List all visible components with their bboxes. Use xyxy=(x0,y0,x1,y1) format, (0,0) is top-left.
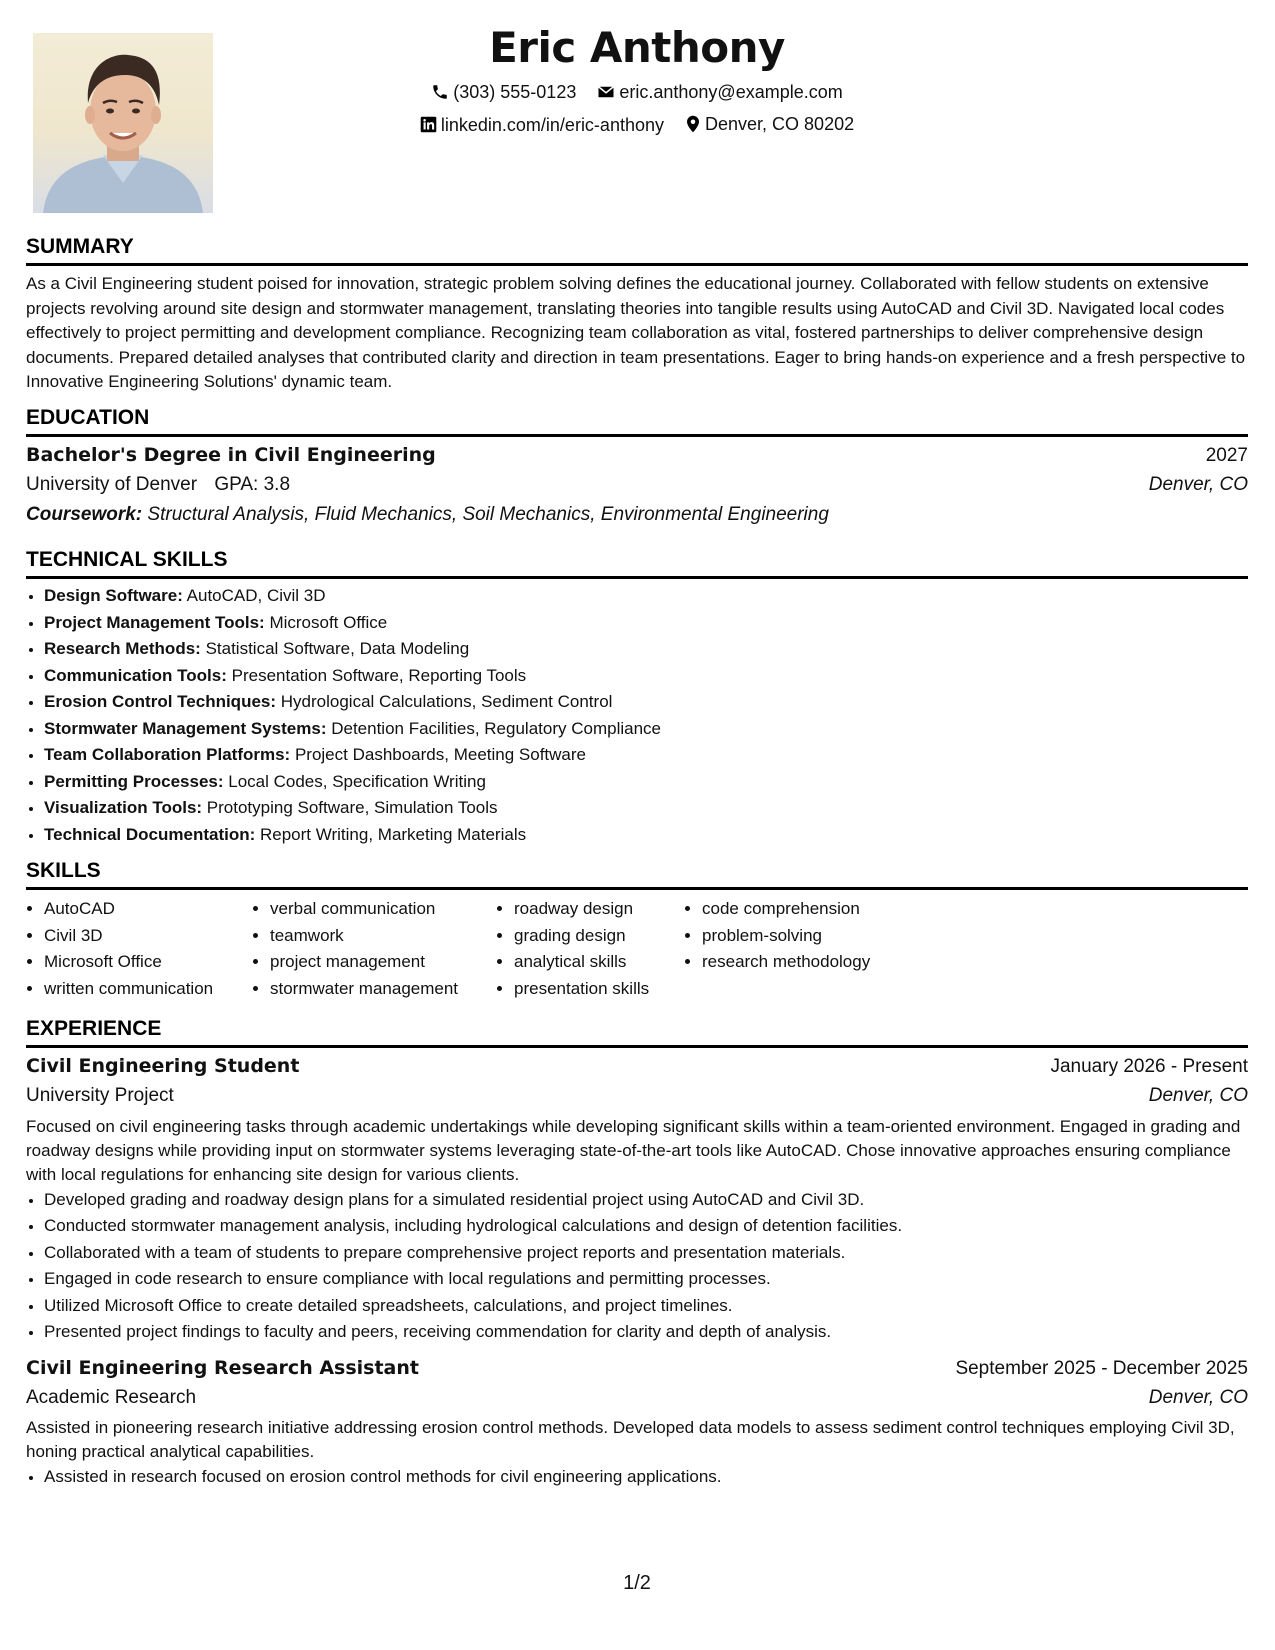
summary-text: As a Civil Engineering student poised for innovation, strategic problem solving defines the educational journey. Collaborated with fellow students on extensive projects revolving around site design and stormwater management, translating theories into tangible results using AutoCAD and Civil 3D. Navigated local codes effectively to project permitting and development compliance. Recognizing team collaboration as vital, fostered partnerships to deliver comprehensive design documents. Prepared detailed analyses that contributed clarity and direction in team presentations. Eager to bring hands-on experience and a fresh perspective to Innovative Engineering Solutions' dynamic team. xyxy=(26,274,1246,391)
experience-entry xyxy=(26,1054,1248,1346)
technical-skills-heading: TECHNICAL SKILLS xyxy=(26,547,1248,579)
skills-grid xyxy=(26,896,1248,1002)
skills-section xyxy=(26,858,1248,1002)
job-description: Assisted in pioneering research initiative addressing erosion control methods. Developed data models to assess sediment control techniques employing Civil 3D, honing practical analytical capabilities. xyxy=(26,1418,1235,1462)
contact-line-secondary xyxy=(26,111,1248,140)
list-item: • problem-solving xyxy=(702,923,942,950)
job-title: Civil Engineering Research Assistant xyxy=(26,1356,419,1379)
list-item: • Assisted in research focused on erosion control methods for civil engineering applications. xyxy=(44,1464,1248,1491)
coursework-list: Structural Analysis, Fluid Mechanics, Soil Mechanics, Environmental Engineering xyxy=(147,503,829,525)
linkedin-icon xyxy=(420,116,437,133)
experience-heading: EXPERIENCE xyxy=(26,1016,1248,1048)
list-item: • Presented project findings to faculty and peers, receiving commendation for clarity and depth of analysis. xyxy=(44,1319,1248,1346)
list-item: • Civil 3D xyxy=(44,923,252,950)
education-section xyxy=(26,405,1248,527)
summary-section xyxy=(26,234,1248,395)
job-org: Academic Research xyxy=(26,1386,197,1408)
list-item: • Developed grading and roadway design plans for a simulated residential project using AutoCAD and Civil 3D. xyxy=(44,1187,1248,1214)
contact-phone[interactable] xyxy=(431,79,576,105)
contact-line-primary xyxy=(26,79,1248,108)
coursework-label: Coursework: xyxy=(26,503,143,525)
candidate-name: Eric Anthony xyxy=(489,23,785,72)
list-item: • Collaborated with a team of students to prepare comprehensive project reports and presentation materials. xyxy=(44,1240,1248,1267)
skills-column xyxy=(496,896,684,1002)
job-dates: January 2026 - Present xyxy=(1050,1056,1248,1077)
job-bullets xyxy=(26,1464,1248,1491)
school-name: University of Denver xyxy=(26,474,198,496)
coursework xyxy=(26,502,1248,527)
list-item: • roadway design xyxy=(514,896,684,923)
list-item: • Design Software: AutoCAD, Civil 3D xyxy=(44,583,1248,610)
resume-page xyxy=(26,0,1248,1650)
phone-icon xyxy=(431,83,449,101)
summary-heading: SUMMARY xyxy=(26,234,1248,266)
list-item: • presentation skills xyxy=(514,976,684,1003)
job-title: Civil Engineering Student xyxy=(26,1055,300,1077)
location-text: Denver, CO 80202 xyxy=(705,114,855,134)
skills-column xyxy=(252,896,496,1002)
list-item: • Project Management Tools: Microsoft Office xyxy=(44,610,1248,637)
email-text: eric.anthony@example.com xyxy=(619,82,843,102)
list-item: • Visualization Tools: Prototyping Software, Simulation Tools xyxy=(44,795,1248,822)
technical-skills-list xyxy=(26,583,1248,848)
education-heading: EDUCATION xyxy=(26,405,1248,437)
list-item: • verbal communication xyxy=(270,896,496,923)
job-bullets xyxy=(26,1187,1248,1346)
list-item: • Utilized Microsoft Office to create detailed spreadsheets, calculations, and project timelines. xyxy=(44,1293,1248,1320)
skills-column xyxy=(684,896,942,1002)
list-item: • research methodology xyxy=(702,949,942,976)
list-item: • Erosion Control Techniques: Hydrological Calculations, Sediment Control xyxy=(44,689,1248,716)
experience-entry xyxy=(26,1356,1248,1491)
list-item: • Microsoft Office xyxy=(44,949,252,976)
contact-email[interactable] xyxy=(597,79,842,105)
list-item: • Permitting Processes: Local Codes, Specification Writing xyxy=(44,769,1248,796)
page-number: 1/2 xyxy=(623,1572,651,1594)
list-item: • teamwork xyxy=(270,923,496,950)
list-item: • Conducted stormwater management analysis, including hydrological calculations and design of detention facilities. xyxy=(44,1213,1248,1240)
list-item: • Communication Tools: Presentation Software, Reporting Tools xyxy=(44,663,1248,690)
job-description: Focused on civil engineering tasks through academic undertakings while developing significant skills within a team-oriented environment. Engaged in grading and roadway designs while providing input on stormwater systems leveraging state-of-the-art tools like AutoCAD. Chose innovative approaches ensuring compliance with local regulations for enhancing site design for various clients. xyxy=(26,1116,1241,1184)
degree-title: Bachelor's Degree in Civil Engineering xyxy=(26,444,436,466)
gpa: GPA: 3.8 xyxy=(214,474,291,496)
linkedin-text: linkedin.com/in/eric-anthony xyxy=(440,114,664,135)
list-item: • project management xyxy=(270,949,496,976)
job-dates: September 2025 - December 2025 xyxy=(955,1357,1248,1379)
job-org: University Project xyxy=(26,1085,174,1107)
list-item: • code comprehension xyxy=(702,896,942,923)
list-item: • Technical Documentation: Report Writing, Marketing Materials xyxy=(44,822,1248,849)
contact-location xyxy=(685,111,854,137)
technical-skills-section xyxy=(26,547,1248,848)
list-item: • stormwater management xyxy=(270,976,496,1003)
list-item: • analytical skills xyxy=(514,949,684,976)
skills-column xyxy=(26,896,252,1002)
list-item: • Engaged in code research to ensure compliance with local regulations and permitting processes. xyxy=(44,1266,1248,1293)
envelope-icon xyxy=(597,83,615,101)
job-location: Denver, CO xyxy=(1148,1085,1248,1107)
education-entry xyxy=(26,443,1248,527)
list-item: • Stormwater Management Systems: Detention Facilities, Regulatory Compliance xyxy=(44,716,1248,743)
job-location: Denver, CO xyxy=(1148,1386,1248,1408)
list-item: • Research Methods: Statistical Software, Data Modeling xyxy=(44,636,1248,663)
resume-header xyxy=(26,0,1248,220)
graduation-year: 2027 xyxy=(1205,445,1248,466)
contact-linkedin[interactable] xyxy=(420,112,664,138)
skills-heading: SKILLS xyxy=(26,858,1248,890)
phone-text: (303) 555-0123 xyxy=(453,82,577,102)
list-item: • Team Collaboration Platforms: Project Dashboards, Meeting Software xyxy=(44,742,1248,769)
map-pin-icon xyxy=(685,115,701,133)
experience-section xyxy=(26,1016,1248,1491)
list-item: • grading design xyxy=(514,923,684,950)
list-item: • written communication xyxy=(44,976,252,1003)
list-item: • AutoCAD xyxy=(44,896,252,923)
school-location: Denver, CO xyxy=(1148,474,1248,496)
